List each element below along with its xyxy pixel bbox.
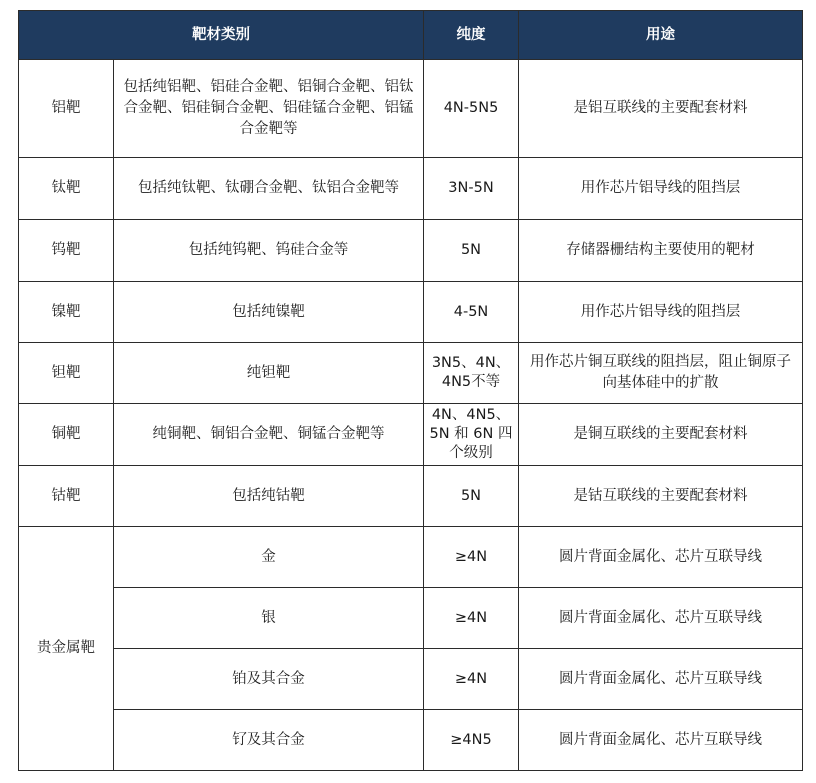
header-usage: 用途 <box>519 11 803 60</box>
target-purity: ≥4N <box>424 588 519 649</box>
target-type: 钴靶 <box>19 466 114 527</box>
target-usage: 是铝互联线的主要配套材料 <box>519 60 803 158</box>
target-materials-table <box>18 10 803 771</box>
target-type: 钛靶 <box>19 158 114 220</box>
target-usage: 用作芯片铝导线的阻挡层 <box>519 282 803 343</box>
target-description: 包括纯钴靶 <box>114 466 424 527</box>
target-purity: ≥4N5 <box>424 710 519 771</box>
target-description: 包括纯钨靶、钨硅合金等 <box>114 220 424 282</box>
target-usage: 是钴互联线的主要配套材料 <box>519 466 803 527</box>
target-description: 纯钽靶 <box>114 343 424 404</box>
target-usage: 用作芯片铜互联线的阻挡层，阻止铜原子向基体硅中的扩散 <box>519 343 803 404</box>
target-usage: 用作芯片铝导线的阻挡层 <box>519 158 803 220</box>
header-purity: 纯度 <box>424 11 519 60</box>
target-description: 包括纯钛靶、钛硼合金靶、钛铝合金靶等 <box>114 158 424 220</box>
target-purity: 5N <box>424 220 519 282</box>
target-type: 钽靶 <box>19 343 114 404</box>
table-row <box>19 282 803 343</box>
table-row <box>19 710 803 771</box>
target-usage: 存储器栅结构主要使用的靶材 <box>519 220 803 282</box>
target-purity: 3N-5N <box>424 158 519 220</box>
target-type: 铜靶 <box>19 404 114 466</box>
table-row <box>19 588 803 649</box>
target-type: 钨靶 <box>19 220 114 282</box>
header-category: 靶材类别 <box>19 11 424 60</box>
table-row <box>19 343 803 404</box>
table-row <box>19 649 803 710</box>
table-row <box>19 220 803 282</box>
target-type: 镍靶 <box>19 282 114 343</box>
table-row <box>19 466 803 527</box>
target-description: 铂及其合金 <box>114 649 424 710</box>
table-row <box>19 158 803 220</box>
target-purity: 4N、4N5、5N 和 6N 四个级别 <box>424 404 519 466</box>
target-type: 铝靶 <box>19 60 114 158</box>
target-usage: 圆片背面金属化、芯片互联导线 <box>519 649 803 710</box>
target-purity: 4-5N <box>424 282 519 343</box>
target-type: 贵金属靶 <box>19 527 114 771</box>
table-row <box>19 527 803 588</box>
target-purity: 4N-5N5 <box>424 60 519 158</box>
target-description: 金 <box>114 527 424 588</box>
target-usage: 圆片背面金属化、芯片互联导线 <box>519 588 803 649</box>
target-description: 包括纯铝靶、铝硅合金靶、铝铜合金靶、铝钛合金靶、铝硅铜合金靶、铝硅锰合金靶、铝锰合金靶等 <box>114 60 424 158</box>
target-usage: 是铜互联线的主要配套材料 <box>519 404 803 466</box>
table-row <box>19 60 803 158</box>
target-description: 纯铜靶、铜铝合金靶、铜锰合金靶等 <box>114 404 424 466</box>
target-usage: 圆片背面金属化、芯片互联导线 <box>519 527 803 588</box>
target-purity: 5N <box>424 466 519 527</box>
target-purity: ≥4N <box>424 527 519 588</box>
target-purity: ≥4N <box>424 649 519 710</box>
table-row <box>19 404 803 466</box>
target-description: 钌及其合金 <box>114 710 424 771</box>
target-description: 包括纯镍靶 <box>114 282 424 343</box>
target-purity: 3N5、4N、4N5不等 <box>424 343 519 404</box>
target-usage: 圆片背面金属化、芯片互联导线 <box>519 710 803 771</box>
header-row <box>19 11 803 60</box>
target-description: 银 <box>114 588 424 649</box>
